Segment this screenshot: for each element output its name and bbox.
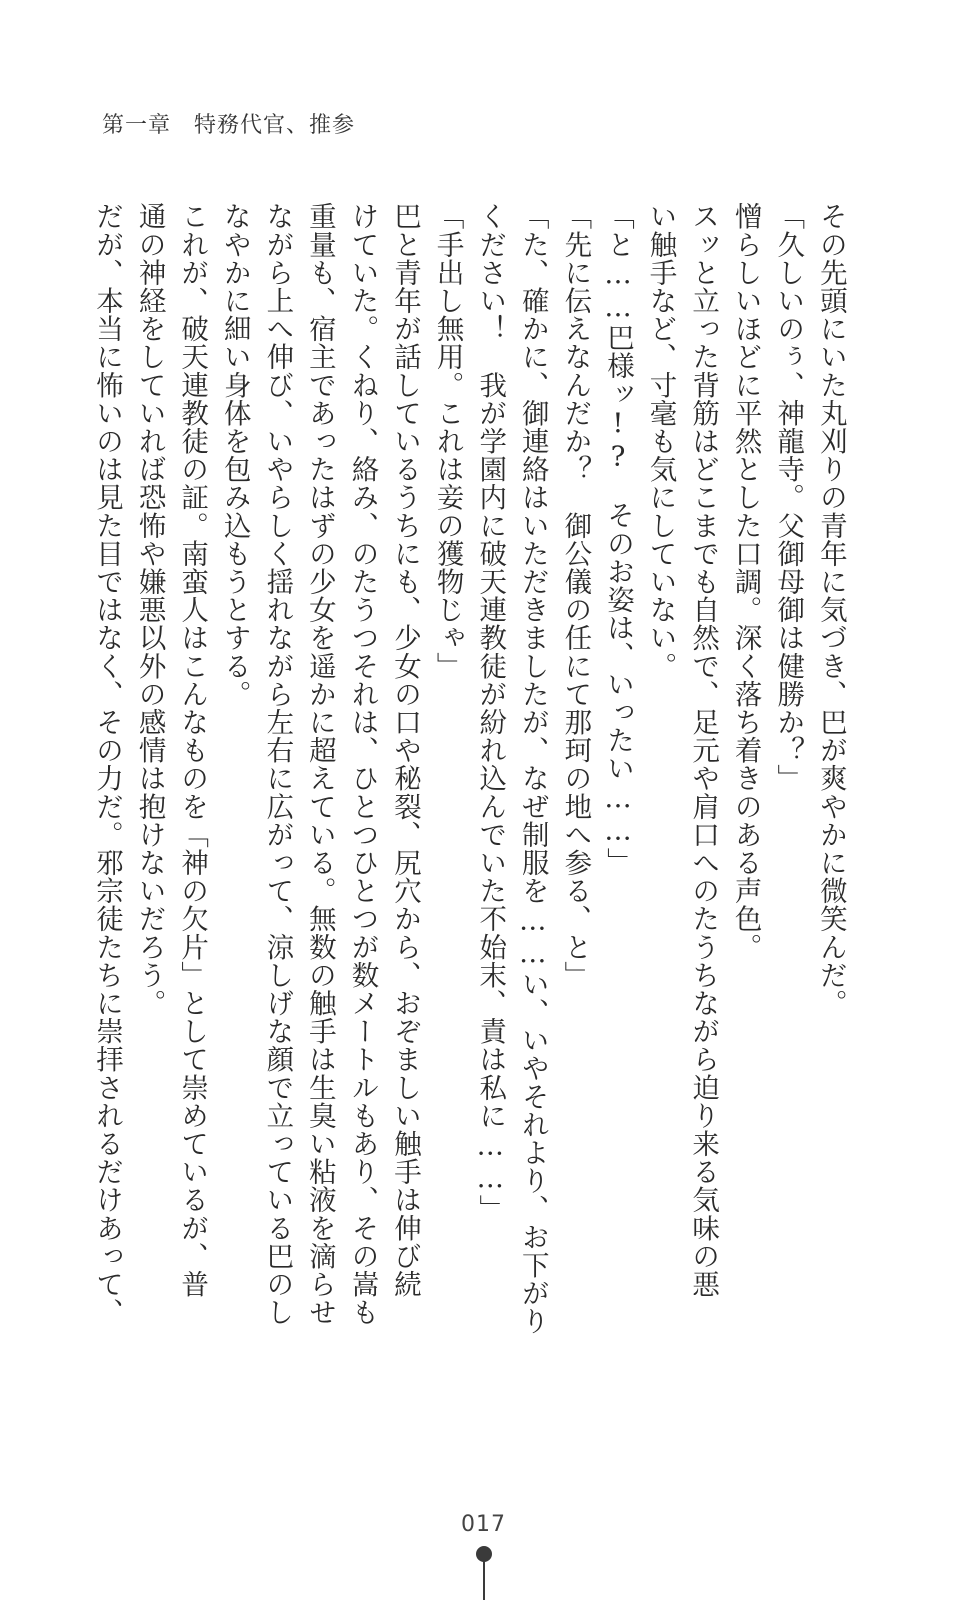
page-number: 017 [461,1512,506,1537]
vertical-text-body [91,202,847,1342]
text-line: だが、本当に怖いのは見た目ではなく、その力だ。邪宗徒たちに崇拝されるだけあって、 [91,202,123,1326]
text-line: これが、破天連教徒の証。南蛮人はこんなものを「神の欠片」として崇めているが、普 [176,202,209,1298]
running-header: 第一章 特務代官、推参 [102,113,356,138]
text-line: ください！ 我が学園内に破天連教徒が紛れ込んでいた不始末、責は私に……」 [474,202,507,1223]
text-line: 「と……巴様ッ!? そのお姿は、いったい……」 [601,202,634,876]
text-line: 「久しいのぅ、神龍寺。父御母御は健勝か？」 [772,202,805,793]
text-line: 重量も、宿主であったはずの少女を遥かに超えている。無数の触手は生臭い粘液を滴らせ [303,202,336,1326]
text-line: その先頭にいた丸刈りの青年に気づき、巴が爽やかに微笑んだ。 [814,202,847,1017]
text-line: 通の神経をしていれば恐怖や嫌悪以外の感情は抱けないだろう。 [133,202,166,1017]
text-line: スッと立った背筋はどこまでも自然で、足元や肩口へのたうちながら迫り来る気味の悪 [687,202,720,1298]
text-line: ながら上へ伸び、いやらしく揺れながら左右に広がって、涼しげな顔で立っている巴のし [261,202,294,1326]
text-line: なやかに細い身体を包み込もうとする。 [218,202,251,708]
folio-dot-ornament [476,1546,492,1562]
text-line: 「先に伝えなんだか？ 御公儀の任にて那珂の地へ参る、と」 [559,202,592,989]
text-line: 「手出し無用。これは妾の獲物じゃ」 [431,202,464,680]
text-line: けていた。くねり、絡み、のたうつそれは、ひとつひとつが数メートルもあり、その嵩も [346,202,379,1326]
text-line: 「た、確かに、御連絡はいただきましたが、なぜ制服を……い、いやそれより、お下がり [516,202,549,1335]
text-line: い触手など、寸毫も気にしていない。 [644,202,677,680]
text-line: 憎らしいほどに平然とした口調。深く落ち着きのある声色。 [729,202,762,961]
text-line: 巴と青年が話しているうちにも、少女の口や秘裂、尻穴から、おぞましい触手は伸び続 [389,202,422,1298]
